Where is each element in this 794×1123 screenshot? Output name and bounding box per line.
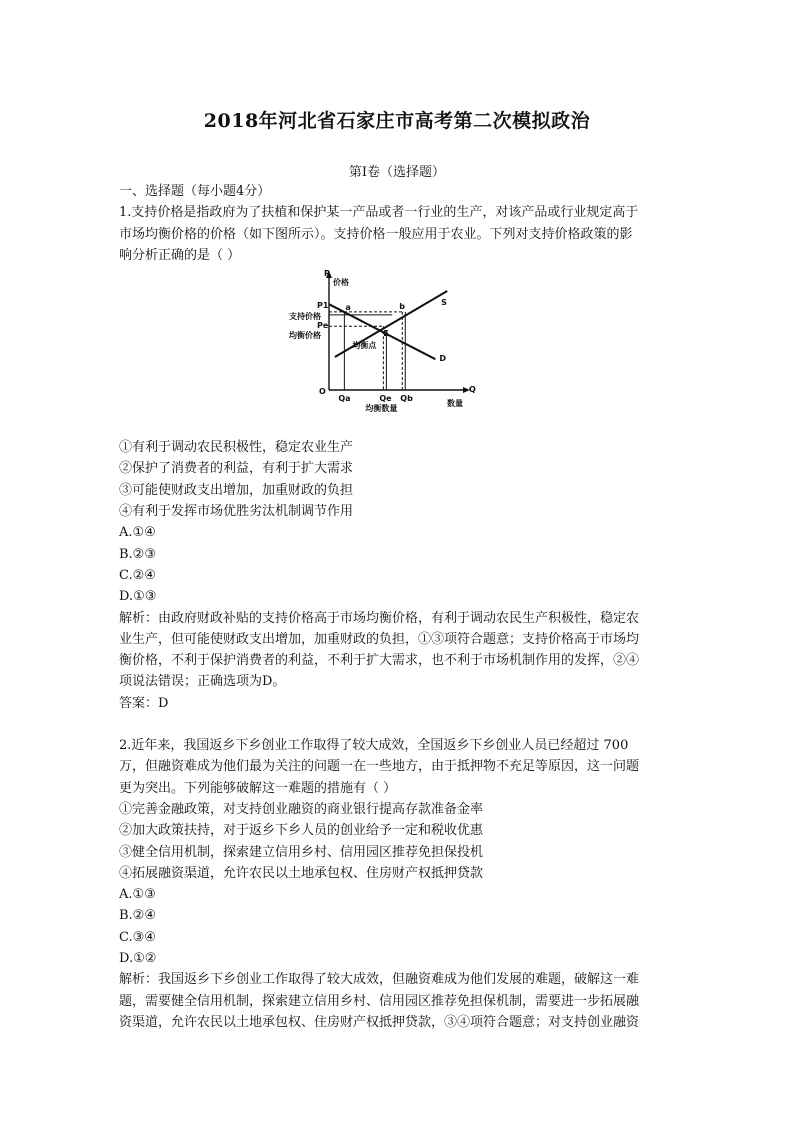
q2-option-1: ①完善金融政策，对支持创业融资的商业银行提高存款准备金率 xyxy=(119,801,484,817)
q2-stem-line-2: 万，但融资难成为他们最为关注的问题一在一些地方，由于抵押物不充足等原因，这一问题 xyxy=(119,759,640,775)
support-price-chart xyxy=(281,270,481,436)
equilibrium-quantity-label: 均衡数量 xyxy=(365,404,398,414)
q2-choice-b: B.②④ xyxy=(119,908,156,924)
section-title: 第Ⅰ卷（选择题） xyxy=(348,165,446,180)
q1-analysis-line-2: 业生产，但可能使财政支出增加，加重财政的负担，①③项符合题意；支持价格高于市场均 xyxy=(119,631,640,647)
q1-stem-line-2: 市场均衡价格的价格（如下图所示）。支持价格一般应用于农业。下列对支持价格政策的影 xyxy=(119,226,633,242)
q1-option-4: ④有利于发挥市场优胜劣汰机制调节作用 xyxy=(119,504,354,520)
q1-option-3: ③可能使财政支出增加，加重财政的负担 xyxy=(119,482,354,498)
y-axis-label: 价格 xyxy=(333,278,349,288)
supply-curve-label: S xyxy=(441,298,447,308)
q1-choice-a: A.①④ xyxy=(119,525,156,541)
q2-stem-line-3: 更为突出。下列能够破解这一难题的措施有（ ） xyxy=(119,780,397,796)
q1-analysis-line-3: 衡价格，不利于保护消费者的利益，不利于扩大需求，也不利于市场机制作用的发挥，②④ xyxy=(119,653,640,669)
q1-choice-c: C.②④ xyxy=(119,567,156,583)
q1-option-1: ①有利于调动农民积极性，稳定农业生产 xyxy=(119,440,354,456)
x-axis-label: 数量 xyxy=(447,399,463,409)
question-spacer xyxy=(119,714,681,735)
q2-analysis-line-3: 资渠道，允许农民以土地承包权、住房财产权抵押贷款，③④项符合题意；对支持创业融资 xyxy=(119,1014,640,1030)
equilibrium-point-label: 均衡点 xyxy=(352,341,377,351)
q1-analysis-line-4: 项说法错误；正确选项为D。 xyxy=(119,674,286,690)
q2-option-4: ④拓展融资渠道，允许农民以土地承包权、住房财产权抵押贷款 xyxy=(119,865,484,881)
qe-label: Qe xyxy=(379,394,392,404)
support-price-label: 支持价格 xyxy=(289,312,321,322)
q2-stem-line-1: 2.近年来，我国返乡下乡创业工作取得了较大成效，全国返乡下乡创业人员已经超过 700 xyxy=(119,738,629,754)
q2-choice-d: D.①② xyxy=(119,951,157,967)
point-e-label: E xyxy=(383,329,389,339)
q1-choice-d: D.①③ xyxy=(119,589,157,605)
q1-answer: 答案：D xyxy=(119,695,169,711)
qa-label: Qa xyxy=(338,394,351,404)
q1-stem-line-1: 1.支持价格是指政府为了扶植和保护某一产品或者一行业的生产，对该产品或行业规定高于 xyxy=(119,205,639,221)
x-axis-letter: Q xyxy=(469,385,476,395)
y-axis-letter: P xyxy=(324,270,330,279)
origin-label: O xyxy=(319,387,326,397)
q2-analysis-line-1: 解析：我国返乡下乡创业工作取得了较大成效，但融资难成为他们发展的难题，破解这一难 xyxy=(119,972,640,988)
q1-choice-b: B.②③ xyxy=(119,546,156,562)
q2-option-3: ③健全信用机制，探索建立信用乡村、信用园区推荐免担保投机 xyxy=(119,844,484,860)
q2-analysis-line-2: 题，需要健全信用机制，探索建立信用乡村、信用园区推荐免担保机制，需要进一步拓展融 xyxy=(119,993,640,1009)
point-a-label: a xyxy=(345,303,351,313)
q2-choice-a: A.①③ xyxy=(119,887,156,903)
pe-label: Pe xyxy=(317,321,329,331)
demand-curve-label: D xyxy=(439,354,447,364)
support-price-diagram xyxy=(119,270,681,436)
equilibrium-price-label: 均衡价格 xyxy=(289,331,321,341)
q1-option-2: ②保护了消费者的利益，有利于扩大需求 xyxy=(119,461,354,477)
p1-label: P1 xyxy=(317,301,329,311)
q1-stem-line-3: 响分析正确的是（ ） xyxy=(119,247,241,263)
q2-choice-c: C.③④ xyxy=(119,929,156,945)
document-body xyxy=(119,181,681,1033)
qb-label: Qb xyxy=(400,394,413,404)
q2-option-2: ②加大政策扶持，对于返乡下乡人员的创业给予一定和税收优惠 xyxy=(119,823,484,839)
part-heading: 一、选择题（每小题4分） xyxy=(119,184,271,199)
q1-analysis-line-1: 解析：由政府财政补贴的支持价格高于市场均衡价格，有利于调动农民生产积极性，稳定农 xyxy=(119,610,640,626)
point-b-label: b xyxy=(399,302,406,312)
document-title: 2018年河北省石家庄市高考第二次模拟政治 xyxy=(203,110,591,132)
